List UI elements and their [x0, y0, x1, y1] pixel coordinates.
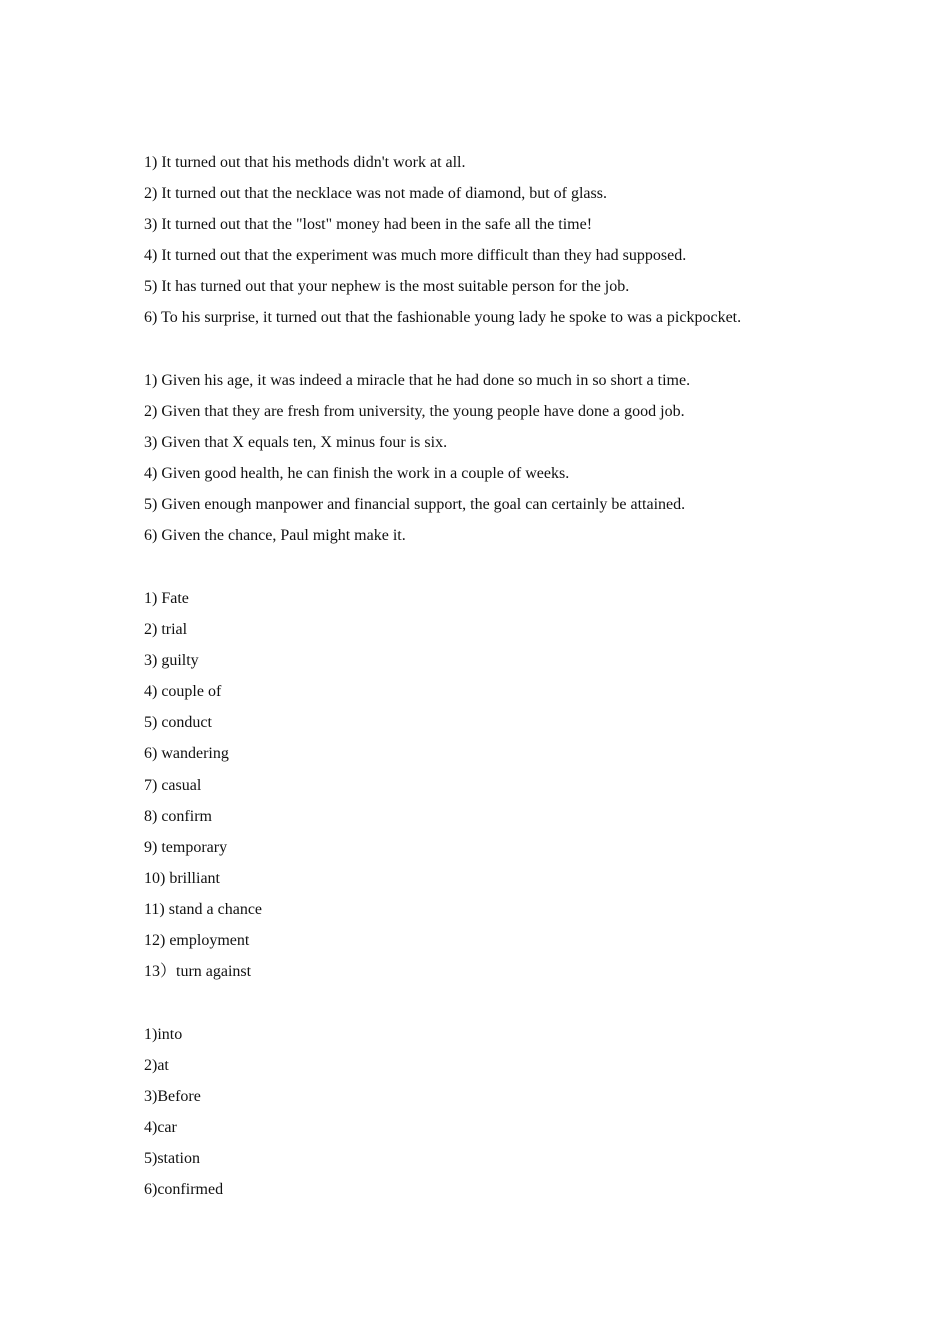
answer-line: 3) Given that X equals ten, X minus four is six.: [144, 434, 448, 452]
answer-line: 3)Before: [144, 1088, 201, 1106]
answer-line: 6)confirmed: [144, 1181, 224, 1199]
answer-line: 6) Given the chance, Paul might make it.: [144, 527, 406, 545]
answer-section-given: [144, 365, 690, 552]
answer-line: 1) It turned out that his methods didn't work at all.: [144, 154, 466, 171]
answer-line: 4)car: [144, 1119, 177, 1137]
answer-line: 8) confirm: [144, 807, 212, 825]
answer-line: 7) casual: [144, 776, 202, 794]
answer-line: 9) temporary: [144, 838, 228, 856]
answer-line: 13）turn against: [144, 963, 252, 981]
answer-line: 5) conduct: [144, 714, 212, 732]
answer-line: 1)into: [144, 1026, 183, 1043]
answer-section-vocabulary: [144, 583, 262, 987]
answer-line: 5) It has turned out that your nephew is the most suitable person for the job.: [144, 278, 630, 296]
answer-line: 11) stand a chance: [144, 900, 263, 918]
answer-line: 1) Fate: [144, 590, 189, 607]
answer-line: 2) trial: [144, 621, 188, 639]
answer-line: 12) employment: [144, 932, 250, 950]
answer-line: 4) couple of: [144, 683, 222, 701]
answer-section-cloze: [144, 1019, 223, 1206]
answer-section-it-turned-out: [144, 147, 741, 334]
answer-line: 2) Given that they are fresh from university, the young people have done a good job.: [144, 403, 685, 421]
answer-line: 4) It turned out that the experiment was much more difficult than they had supposed.: [144, 247, 687, 265]
answer-line: 6) wandering: [144, 745, 229, 763]
answer-line: 2)at: [144, 1057, 169, 1075]
answer-line: 5)station: [144, 1150, 200, 1168]
answer-line: 5) Given enough manpower and financial support, the goal can certainly be attained.: [144, 496, 686, 514]
answer-line: 3) guilty: [144, 652, 199, 670]
answer-line: 1) Given his age, it was indeed a miracle that he had done so much in so short a time.: [144, 372, 691, 389]
answer-line: 3) It turned out that the "lost" money had been in the safe all the time!: [144, 216, 593, 234]
answer-line: 6) To his surprise, it turned out that the fashionable young lady he spoke to was a pickpocket.: [144, 309, 742, 327]
answer-line: 2) It turned out that the necklace was not made of diamond, but of glass.: [144, 185, 607, 203]
answer-line: 4) Given good health, he can finish the work in a couple of weeks.: [144, 465, 570, 483]
answer-line: 10) brilliant: [144, 869, 220, 887]
